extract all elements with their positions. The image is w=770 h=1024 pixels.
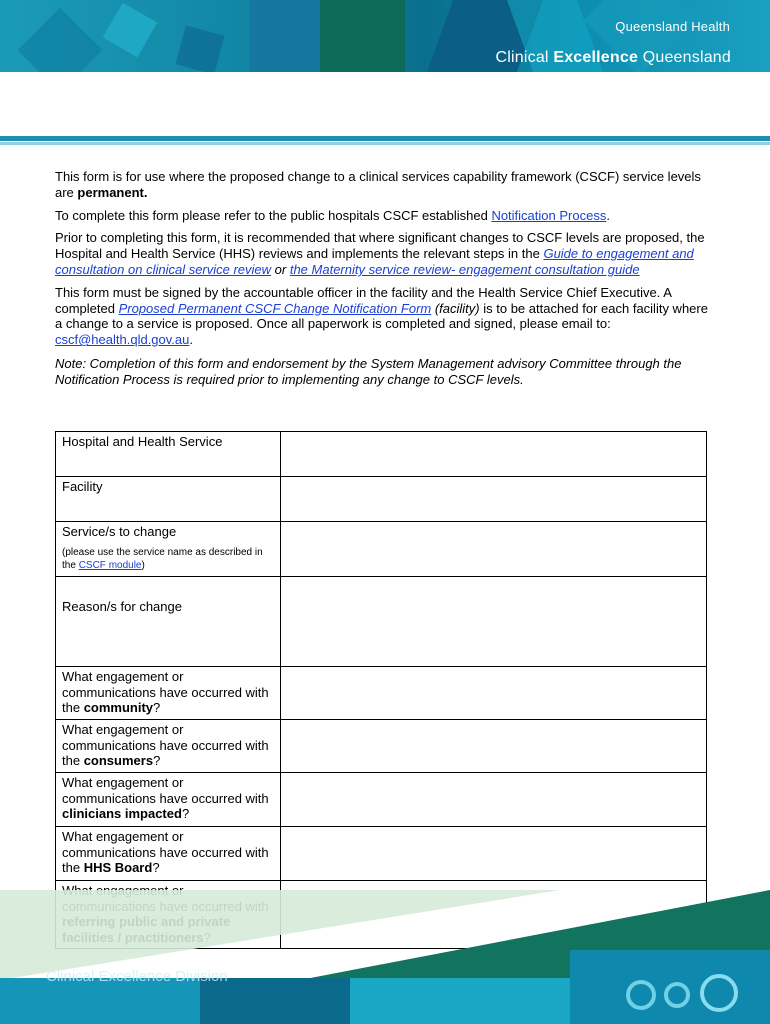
- cscf-module-link[interactable]: CSCF module: [78, 559, 142, 571]
- intro-paragraph-2: [55, 208, 715, 224]
- service-hint: [62, 546, 274, 572]
- consumers-label: [56, 720, 281, 773]
- text: ?: [152, 860, 160, 875]
- maternity-guide-link[interactable]: the Maternity service review- engagement consultation guide: [289, 261, 640, 277]
- intro-paragraph-1: [55, 169, 715, 201]
- email-link[interactable]: cscf@health.qld.gov.au: [55, 332, 190, 348]
- board-label: [56, 827, 281, 881]
- footer-banner: [0, 890, 770, 1024]
- text: This form is for use where the proposed change to a clinical services capability framework (CSCF) service levels are: [55, 169, 701, 200]
- text: ?: [203, 929, 211, 945]
- intro-section: [55, 169, 715, 395]
- reason-field[interactable]: [281, 577, 707, 667]
- bold-text: clinicians impacted: [62, 806, 182, 821]
- facility-field[interactable]: [281, 477, 707, 522]
- facility-label: Facility: [56, 477, 281, 522]
- bold-text: community: [83, 700, 154, 715]
- hhs-field[interactable]: [281, 432, 707, 477]
- footer-circle-decor: [700, 974, 738, 1012]
- table-row: [56, 432, 707, 477]
- brand-bold: Excellence: [553, 49, 639, 66]
- banner-decor: [18, 8, 103, 72]
- table-row: [56, 827, 707, 881]
- facility-form-link[interactable]: Proposed Permanent CSCF Change Notification Form: [118, 300, 432, 316]
- bold-text: referring public and private facilities / practitioners: [62, 914, 231, 945]
- clinicians-field[interactable]: [281, 773, 707, 827]
- bold-text: HHS Board: [83, 860, 153, 875]
- text: What engagement or communications have occurred: [62, 883, 242, 914]
- text: What engagement or communications have occurred: [62, 829, 242, 860]
- text: with the: [62, 844, 269, 875]
- notification-process-link[interactable]: Notification Process: [491, 207, 607, 223]
- community-label: [56, 667, 281, 720]
- text: is to be attached for each facility where a change to a service is proposed. Once all paperwork is completed and signed, please email to:: [55, 300, 708, 332]
- table-row: [56, 667, 707, 720]
- text: with: [241, 898, 269, 914]
- text: ?: [181, 806, 190, 821]
- table-row: [56, 522, 707, 577]
- footer-circle-decor: [664, 982, 690, 1008]
- hhs-label: Hospital and Health Service: [56, 432, 281, 477]
- text: ): [141, 559, 145, 571]
- table-row: [56, 577, 707, 667]
- text: with the: [62, 684, 269, 715]
- banner-decor: [250, 0, 320, 72]
- table-row: [56, 773, 707, 827]
- text: This form must be signed by the accountable officer in the facility and the Health Service Chief Executive. A completed: [55, 284, 672, 316]
- service-label: Service/s to change: [62, 524, 177, 539]
- text: or: [271, 261, 290, 277]
- text: ?: [153, 753, 161, 768]
- division-name: Clinical Excellence Division: [46, 968, 228, 985]
- table-row: [56, 720, 707, 773]
- service-label-cell: [56, 522, 281, 577]
- text: What engagement or communications have occurred: [62, 669, 242, 700]
- bold-text: consumers: [83, 753, 154, 768]
- text: What engagement or communications have occurred: [62, 775, 242, 806]
- text: What engagement or communications have occurred: [62, 722, 242, 753]
- text: .: [606, 207, 610, 223]
- text: ?: [153, 700, 161, 715]
- text: with the: [62, 737, 269, 768]
- text: with: [241, 790, 269, 806]
- notification-form-table: [55, 431, 707, 949]
- intro-paragraph-3: [55, 230, 715, 277]
- text: .: [189, 332, 193, 348]
- reason-label: Reason/s for change: [56, 577, 281, 667]
- clinicians-label: [56, 773, 281, 827]
- banner-decor: [103, 3, 158, 58]
- header-rule: [0, 136, 770, 141]
- engagement-guide-link[interactable]: Guide to engagement and consultation on clinical service review: [55, 246, 694, 277]
- community-field[interactable]: [281, 667, 707, 720]
- footer-circle-decor: [626, 980, 656, 1010]
- intro-paragraph-4: [55, 285, 715, 348]
- text: (facility): [431, 300, 480, 316]
- header-rule-light: [0, 142, 770, 145]
- consumers-field[interactable]: [281, 720, 707, 773]
- bold-text: permanent.: [77, 184, 148, 200]
- text: Prior to completing this form, it is recommended that where significant changes to CSCF levels are proposed, the Hospital and Health Service (HHS) reviews and implements the relevant steps in the: [55, 230, 705, 262]
- org-name: Queensland Health: [615, 19, 730, 34]
- brand-suffix: Queensland: [638, 49, 731, 66]
- header-banner: [0, 0, 770, 72]
- footer-decor: [350, 978, 570, 1024]
- banner-decor: [176, 26, 225, 72]
- text: To complete this form please refer to the public hospitals CSCF established: [55, 207, 492, 223]
- brand-prefix: Clinical: [495, 49, 554, 66]
- banner-decor: [320, 0, 405, 72]
- board-field[interactable]: [281, 827, 707, 881]
- brand-title: [496, 49, 732, 67]
- service-field[interactable]: [281, 522, 707, 577]
- text: (please use the service name as described in the: [62, 546, 263, 571]
- note: Note: Completion of this form and endorsement by the System Management advisory Committee through the Notification Process is required prior to implementing any change to CSCF levels.: [55, 355, 682, 387]
- table-row: [56, 477, 707, 522]
